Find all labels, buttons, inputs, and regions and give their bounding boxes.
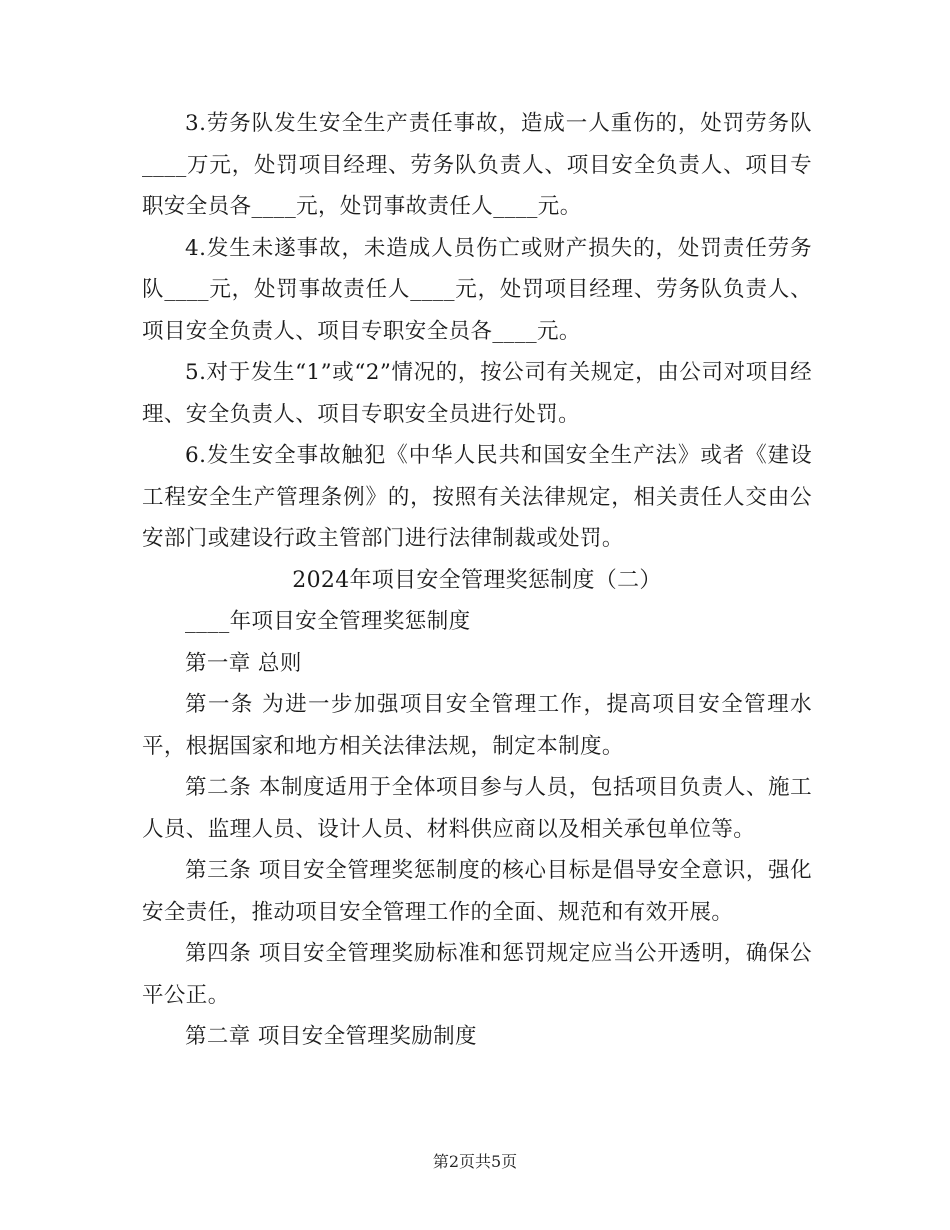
article-2: 第二条 本制度适用于全体项目参与人员，包括项目负责人、施工人员、监理人员、设计人员、材料供应商以及相关承包单位等。 xyxy=(142,775,812,842)
paragraph-penalty-6: 6.发生安全事故触犯《中华人民共和国安全生产法》或者《建设工程安全生产管理条例》的，按照有关法律规定，相关责任人交由公安部门或建设行政主管部门进行法律制裁或处罚。 xyxy=(142,443,812,551)
chapter-heading-1: 第一章 总则 xyxy=(185,650,302,676)
chapter-heading-2: 第二章 项目安全管理奖励制度 xyxy=(185,1024,477,1049)
paragraph-penalty-3: 3.劳务队发生安全生产责任事故，造成一人重伤的，处罚劳务队____万元，处罚项目经理、劳务队负责人、项目安全负责人、项目专职安全员各____元，处罚事故责任人____元。 xyxy=(142,111,812,219)
paragraph-penalty-5: 5.对于发生“1”或“2”情况的，按公司有关规定，由公司对项目经理、安全负责人、项目专职安全员进行处罚。 xyxy=(142,360,812,427)
document-body xyxy=(142,103,812,1058)
section-title: 2024年项目安全管理奖惩制度（二） xyxy=(292,567,662,593)
article-4: 第四条 项目安全管理奖励标准和惩罚规定应当公开透明，确保公平公正。 xyxy=(142,941,812,1008)
paragraph-penalty-4: 4.发生未遂事故，未造成人员伤亡或财产损失的，处罚责任劳务队____元，处罚事故责任人____元，处罚项目经理、劳务队负责人、项目安全负责人、项目专职安全员各____元。 xyxy=(142,235,812,344)
page-number-footer: 第2页共5页 xyxy=(432,1152,518,1171)
article-1: 第一条 为进一步加强项目安全管理工作，提高项目安全管理水平，根据国家和地方相关法律法规，制定本制度。 xyxy=(142,692,812,759)
article-3: 第三条 项目安全管理奖惩制度的核心目标是倡导安全意识，强化安全责任，推动项目安全管理工作的全面、规范和有效开展。 xyxy=(142,858,812,925)
subtitle-line: ____年项目安全管理奖惩制度 xyxy=(185,609,471,634)
